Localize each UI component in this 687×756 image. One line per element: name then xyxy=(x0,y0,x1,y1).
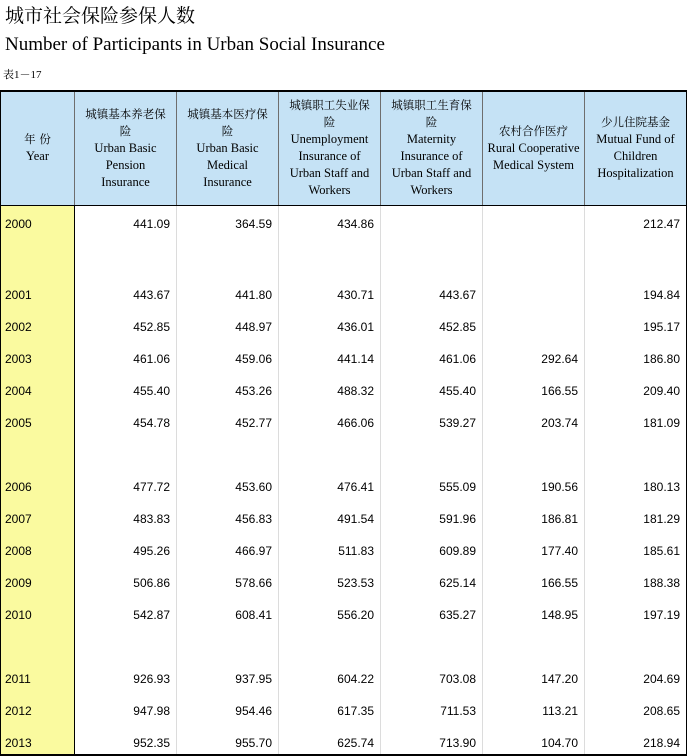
medical-value: 441.80 xyxy=(235,288,272,302)
year-value: 2012 xyxy=(5,704,32,718)
unemployment-value: 491.54 xyxy=(337,512,374,526)
header-row xyxy=(1,91,687,205)
unemployment-value: 476.41 xyxy=(337,480,374,494)
header-medical-cn: 城镇基本医疗保险 xyxy=(187,106,268,138)
unemployment-value: 488.32 xyxy=(337,384,374,398)
year-value: 2004 xyxy=(5,384,32,398)
child-fund-value: 197.19 xyxy=(643,608,680,622)
maternity-value: 591.96 xyxy=(439,512,476,526)
table-row xyxy=(1,693,687,725)
rural-coop-cell xyxy=(483,501,585,533)
medical-value: 954.46 xyxy=(235,704,272,718)
medical-value: 453.26 xyxy=(235,384,272,398)
rural-coop-cell xyxy=(483,405,585,469)
pension-cell xyxy=(75,661,177,693)
child-fund-cell xyxy=(585,661,687,693)
rural-coop-cell xyxy=(483,725,585,755)
table-row xyxy=(1,597,687,661)
unemployment-cell xyxy=(279,565,381,597)
medical-cell xyxy=(177,205,279,277)
pension-cell xyxy=(75,501,177,533)
child-fund-value: 208.65 xyxy=(643,704,680,718)
pension-cell xyxy=(75,309,177,341)
maternity-cell xyxy=(381,373,483,405)
child-fund-cell xyxy=(585,469,687,501)
medical-cell xyxy=(177,277,279,309)
child-fund-value: 186.80 xyxy=(643,352,680,366)
pension-value: 454.78 xyxy=(133,416,170,430)
child-fund-cell xyxy=(585,725,687,755)
child-fund-cell xyxy=(585,277,687,309)
year-value: 2001 xyxy=(5,288,32,302)
year-cell xyxy=(1,597,75,661)
maternity-value: 609.89 xyxy=(439,544,476,558)
header-maternity-en: Maternity Insurance of Urban Staff and Workers xyxy=(391,132,472,198)
unemployment-cell xyxy=(279,501,381,533)
medical-value: 448.97 xyxy=(235,320,272,334)
unemployment-cell xyxy=(279,661,381,693)
child-fund-cell xyxy=(585,309,687,341)
rural-coop-cell xyxy=(483,533,585,565)
table-row xyxy=(1,501,687,533)
child-fund-cell xyxy=(585,501,687,533)
table-row xyxy=(1,405,687,469)
rural-coop-cell xyxy=(483,565,585,597)
pension-value: 455.40 xyxy=(133,384,170,398)
maternity-cell xyxy=(381,693,483,725)
rural-coop-value xyxy=(483,277,578,286)
child-fund-cell xyxy=(585,373,687,405)
year-cell xyxy=(1,469,75,501)
header-pension xyxy=(75,91,177,205)
header-medical-en: Urban Basic Medical Insurance xyxy=(196,140,259,189)
year-cell xyxy=(1,693,75,725)
rural-coop-cell xyxy=(483,469,585,501)
maternity-cell xyxy=(381,501,483,533)
year-cell xyxy=(1,205,75,277)
child-fund-cell xyxy=(585,693,687,725)
unemployment-cell xyxy=(279,533,381,565)
unemployment-value: 625.74 xyxy=(337,736,374,750)
maternity-value: 625.14 xyxy=(439,576,476,590)
participants-table xyxy=(0,90,687,756)
pension-cell xyxy=(75,205,177,277)
child-fund-cell xyxy=(585,597,687,661)
header-pension-en: Urban Basic Pension Insurance xyxy=(94,140,157,189)
medical-value: 937.95 xyxy=(235,672,272,686)
rural-coop-cell xyxy=(483,597,585,661)
header-maternity xyxy=(381,91,483,205)
child-fund-value: 212.47 xyxy=(643,216,680,231)
child-fund-value: 194.84 xyxy=(643,288,680,302)
table-row xyxy=(1,565,687,597)
medical-cell xyxy=(177,597,279,661)
table-row xyxy=(1,469,687,501)
unemployment-value: 523.53 xyxy=(337,576,374,590)
table-row xyxy=(1,277,687,309)
child-fund-value: 195.17 xyxy=(643,320,680,334)
maternity-value: 539.27 xyxy=(439,416,476,430)
medical-cell xyxy=(177,469,279,501)
child-fund-cell xyxy=(585,533,687,565)
child-fund-cell xyxy=(585,405,687,469)
pension-cell xyxy=(75,469,177,501)
maternity-cell xyxy=(381,725,483,755)
header-unemployment-cn: 城镇职工失业保险 xyxy=(289,98,370,130)
maternity-value: 635.27 xyxy=(439,608,476,622)
unemployment-cell xyxy=(279,725,381,755)
medical-cell xyxy=(177,501,279,533)
pension-cell xyxy=(75,597,177,661)
unemployment-cell xyxy=(279,597,381,661)
rural-coop-cell xyxy=(483,661,585,693)
rural-coop-value: 148.95 xyxy=(541,608,578,622)
pension-value: 495.26 xyxy=(133,544,170,558)
maternity-value: 555.09 xyxy=(439,480,476,494)
rural-coop-cell xyxy=(483,373,585,405)
medical-cell xyxy=(177,341,279,373)
year-cell xyxy=(1,405,75,469)
page-title-english: Number of Participants in Urban Social Insurance xyxy=(5,34,385,55)
year-cell xyxy=(1,725,75,755)
maternity-value: 452.85 xyxy=(439,320,476,334)
pension-value: 483.83 xyxy=(133,512,170,526)
pension-value: 947.98 xyxy=(133,704,170,718)
header-child-fund-en: Mutual Fund of Children Hospitalization xyxy=(596,132,675,181)
medical-cell xyxy=(177,533,279,565)
unemployment-value: 556.20 xyxy=(337,608,374,622)
child-fund-value: 188.38 xyxy=(643,576,680,590)
medical-value: 466.97 xyxy=(235,544,272,558)
maternity-value: 443.67 xyxy=(439,288,476,302)
pension-value: 542.87 xyxy=(133,608,170,622)
year-cell xyxy=(1,565,75,597)
medical-cell xyxy=(177,405,279,469)
year-cell xyxy=(1,501,75,533)
rural-coop-value xyxy=(483,309,578,318)
header-year-cn: 年 份 xyxy=(24,132,51,147)
rural-coop-value xyxy=(483,206,578,215)
year-cell xyxy=(1,277,75,309)
medical-value: 453.60 xyxy=(235,480,272,494)
table-row xyxy=(1,373,687,405)
medical-value: 452.77 xyxy=(235,416,272,430)
pension-value: 926.93 xyxy=(133,672,170,686)
rural-coop-cell xyxy=(483,341,585,373)
header-unemployment-en: Unemployment Insurance of Urban Staff and Workers xyxy=(289,132,370,198)
page-title-chinese: 城市社会保险参保人数 xyxy=(5,5,196,27)
table-number: 表1－17 xyxy=(3,69,42,81)
medical-cell xyxy=(177,309,279,341)
unemployment-cell xyxy=(279,277,381,309)
header-year xyxy=(1,91,75,205)
header-unemployment xyxy=(279,91,381,205)
pension-cell xyxy=(75,405,177,469)
rural-coop-value: 203.74 xyxy=(541,416,578,430)
unemployment-cell xyxy=(279,693,381,725)
header-pension-cn: 城镇基本养老保险 xyxy=(85,106,166,138)
year-value: 2010 xyxy=(5,608,32,622)
medical-cell xyxy=(177,693,279,725)
table-row xyxy=(1,309,687,341)
unemployment-cell xyxy=(279,205,381,277)
maternity-value: 455.40 xyxy=(439,384,476,398)
table-body xyxy=(1,205,687,755)
header-medical xyxy=(177,91,279,205)
rural-coop-value: 166.55 xyxy=(541,384,578,398)
year-value: 2011 xyxy=(5,672,31,686)
pension-cell xyxy=(75,725,177,755)
rural-coop-value: 177.40 xyxy=(541,544,578,558)
year-value: 2003 xyxy=(5,352,32,366)
maternity-cell xyxy=(381,277,483,309)
header-year-en: Year xyxy=(25,149,50,164)
unemployment-value: 604.22 xyxy=(337,672,374,686)
child-fund-value: 209.40 xyxy=(643,384,680,398)
header-rural-coop-en: Rural Cooperative Medical System xyxy=(487,140,580,172)
rural-coop-value: 104.70 xyxy=(541,736,578,750)
table-row xyxy=(1,341,687,373)
rural-coop-cell xyxy=(483,277,585,309)
table-row xyxy=(1,661,687,693)
header-rural-coop xyxy=(483,91,585,205)
maternity-value: 703.08 xyxy=(439,672,476,686)
unemployment-value: 434.86 xyxy=(337,216,374,231)
maternity-cell xyxy=(381,309,483,341)
rural-coop-value: 166.55 xyxy=(541,576,578,590)
maternity-cell xyxy=(381,469,483,501)
year-value: 2002 xyxy=(5,320,32,334)
unemployment-value: 430.71 xyxy=(337,288,374,302)
pension-value: 477.72 xyxy=(133,480,170,494)
maternity-cell xyxy=(381,533,483,565)
unemployment-value: 441.14 xyxy=(337,352,374,366)
rural-coop-cell xyxy=(483,693,585,725)
pension-cell xyxy=(75,373,177,405)
year-value: 2005 xyxy=(5,416,32,430)
child-fund-cell xyxy=(585,565,687,597)
child-fund-value: 204.69 xyxy=(643,672,680,686)
header-maternity-cn: 城镇职工生育保险 xyxy=(391,98,472,130)
pension-value: 461.06 xyxy=(133,352,170,366)
medical-value: 578.66 xyxy=(235,576,272,590)
year-cell xyxy=(1,373,75,405)
unemployment-cell xyxy=(279,469,381,501)
pension-cell xyxy=(75,693,177,725)
medical-cell xyxy=(177,661,279,693)
unemployment-value: 466.06 xyxy=(337,416,374,430)
header-rural-coop-cn: 农村合作医疗 xyxy=(499,123,568,138)
child-fund-value: 218.94 xyxy=(643,736,680,750)
rural-coop-value: 292.64 xyxy=(541,352,578,366)
header-child-fund xyxy=(585,91,687,205)
child-fund-value: 180.13 xyxy=(643,480,680,494)
maternity-cell xyxy=(381,205,483,277)
unemployment-value: 511.83 xyxy=(338,544,374,558)
medical-value: 955.70 xyxy=(235,736,272,750)
unemployment-cell xyxy=(279,341,381,373)
year-value: 2013 xyxy=(5,736,32,750)
year-cell xyxy=(1,661,75,693)
medical-value: 456.83 xyxy=(235,512,272,526)
rural-coop-value: 186.81 xyxy=(541,512,578,526)
medical-value: 608.41 xyxy=(235,608,272,622)
child-fund-cell xyxy=(585,205,687,277)
maternity-cell xyxy=(381,661,483,693)
pension-value: 952.35 xyxy=(133,736,170,750)
child-fund-value: 185.61 xyxy=(643,544,680,558)
pension-cell xyxy=(75,533,177,565)
medical-cell xyxy=(177,725,279,755)
rural-coop-value: 147.20 xyxy=(541,672,578,686)
child-fund-cell xyxy=(585,341,687,373)
year-cell xyxy=(1,533,75,565)
pension-cell xyxy=(75,277,177,309)
child-fund-value: 181.09 xyxy=(643,416,680,430)
maternity-value: 461.06 xyxy=(439,352,476,366)
medical-value: 364.59 xyxy=(235,216,272,231)
medical-cell xyxy=(177,373,279,405)
unemployment-cell xyxy=(279,309,381,341)
pension-value: 452.85 xyxy=(133,320,170,334)
year-value: 2009 xyxy=(5,576,32,590)
unemployment-cell xyxy=(279,405,381,469)
year-value: 2000 xyxy=(5,216,32,231)
pension-value: 443.67 xyxy=(133,288,170,302)
maternity-value xyxy=(381,206,476,215)
rural-coop-value: 190.56 xyxy=(541,480,578,494)
table-row xyxy=(1,725,687,755)
maternity-cell xyxy=(381,565,483,597)
year-value: 2006 xyxy=(5,480,32,494)
child-fund-value: 181.29 xyxy=(643,512,680,526)
medical-value: 459.06 xyxy=(235,352,272,366)
rural-coop-cell xyxy=(483,309,585,341)
rural-coop-cell xyxy=(483,205,585,277)
year-value: 2008 xyxy=(5,544,32,558)
unemployment-value: 617.35 xyxy=(337,704,374,718)
rural-coop-value: 113.21 xyxy=(542,704,578,718)
table-row xyxy=(1,533,687,565)
maternity-value: 711.53 xyxy=(440,704,476,718)
maternity-cell xyxy=(381,405,483,469)
pension-cell xyxy=(75,341,177,373)
pension-cell xyxy=(75,565,177,597)
year-cell xyxy=(1,309,75,341)
pension-value: 506.86 xyxy=(133,576,170,590)
unemployment-value: 436.01 xyxy=(337,320,374,334)
header-child-fund-cn: 少儿住院基金 xyxy=(601,115,670,130)
year-cell xyxy=(1,341,75,373)
pension-value: 441.09 xyxy=(133,216,170,231)
medical-cell xyxy=(177,565,279,597)
maternity-cell xyxy=(381,597,483,661)
year-value: 2007 xyxy=(5,512,32,526)
table-row xyxy=(1,205,687,277)
maternity-value: 713.90 xyxy=(439,736,476,750)
maternity-cell xyxy=(381,341,483,373)
unemployment-cell xyxy=(279,373,381,405)
